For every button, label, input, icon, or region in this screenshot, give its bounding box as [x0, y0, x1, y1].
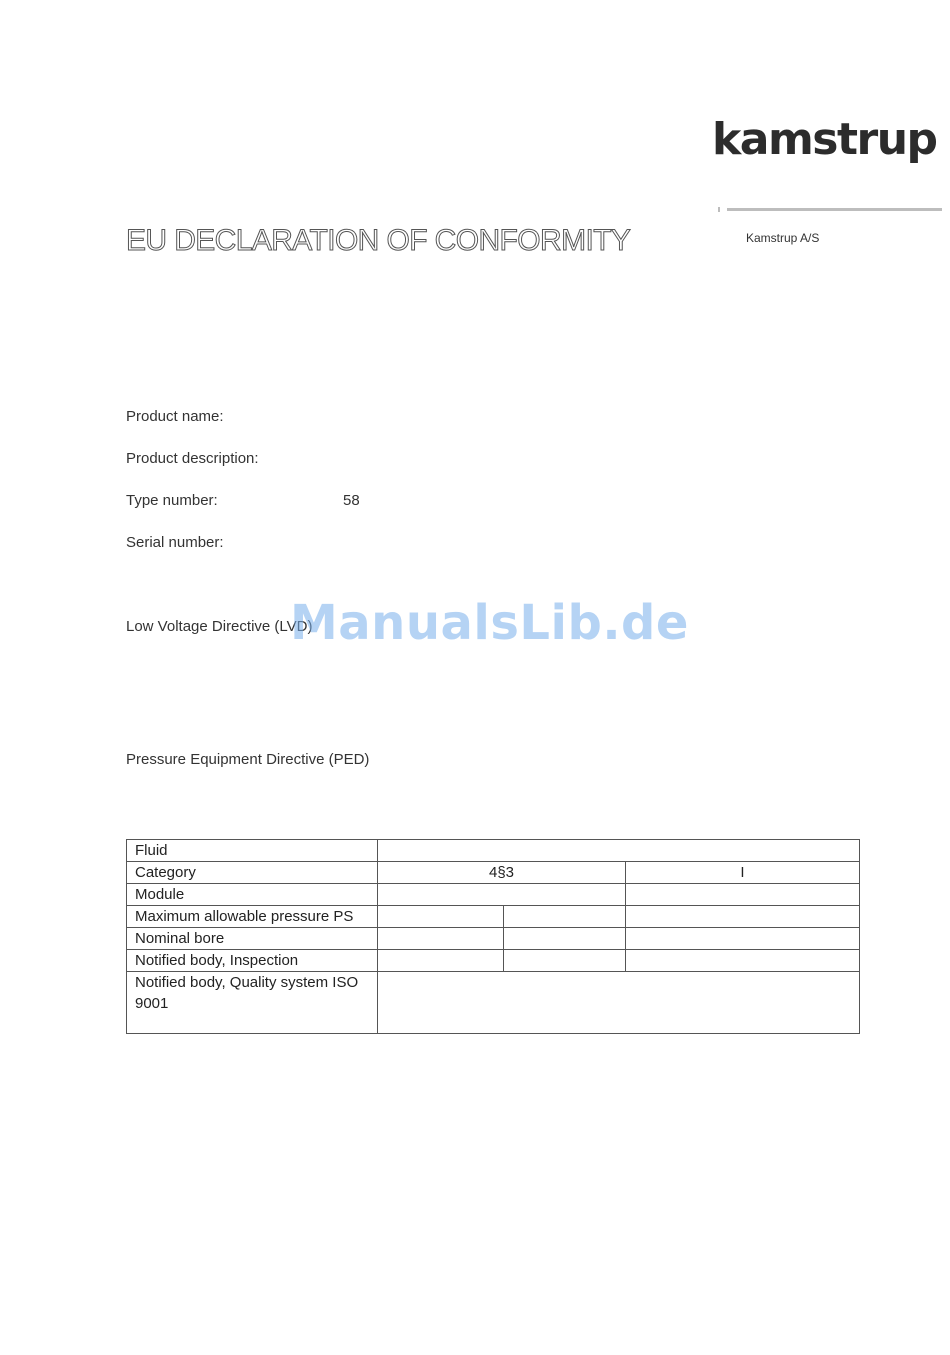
- table-row: [127, 884, 860, 906]
- row-label-module: Module: [127, 884, 378, 906]
- table-row: [127, 928, 860, 950]
- watermark: ManualsLib.de: [290, 595, 689, 651]
- table-cell: [626, 906, 860, 928]
- type-number-label: Type number:: [126, 492, 218, 509]
- table-row: [127, 840, 860, 862]
- kamstrup-logo: kamstrup: [712, 114, 937, 165]
- table-cell: [504, 950, 626, 972]
- table-row: [127, 972, 860, 1034]
- table-cell: [504, 906, 626, 928]
- table-cell: [626, 884, 860, 906]
- type-number-value: 58: [343, 492, 360, 509]
- table-cell: [378, 972, 860, 1034]
- logo-rule: [727, 208, 942, 211]
- category-value-b: I: [626, 862, 860, 884]
- logo-rule-tick: [718, 207, 720, 212]
- category-value-a: 4§3: [378, 862, 626, 884]
- company-name: Kamstrup A/S: [746, 231, 820, 245]
- table-cell: [626, 928, 860, 950]
- lvd-heading: Low Voltage Directive (LVD): [126, 618, 313, 635]
- table-cell: [378, 884, 626, 906]
- row-label-nominal-bore: Nominal bore: [127, 928, 378, 950]
- serial-number-label: Serial number:: [126, 534, 224, 551]
- table-row: [127, 862, 860, 884]
- table-cell: [378, 928, 504, 950]
- table-cell: [378, 906, 504, 928]
- row-label-notified-quality: Notified body, Quality system ISO 9001: [127, 972, 378, 1034]
- table-cell: [626, 950, 860, 972]
- row-label-max-pressure: Maximum allowable pressure PS: [127, 906, 378, 928]
- table-row: [127, 906, 860, 928]
- document-title: EU DECLARATION OF CONFORMITY: [126, 224, 631, 257]
- table-cell: [378, 950, 504, 972]
- product-name-label: Product name:: [126, 408, 224, 425]
- row-label-fluid: Fluid: [127, 840, 378, 862]
- ped-heading: Pressure Equipment Directive (PED): [126, 751, 370, 768]
- row-label-notified-inspection: Notified body, Inspection: [127, 950, 378, 972]
- product-description-label: Product description:: [126, 450, 259, 467]
- row-label-category: Category: [127, 862, 378, 884]
- table-cell: [378, 840, 860, 862]
- ped-table: [126, 839, 860, 1034]
- table-row: [127, 950, 860, 972]
- table-cell: [504, 928, 626, 950]
